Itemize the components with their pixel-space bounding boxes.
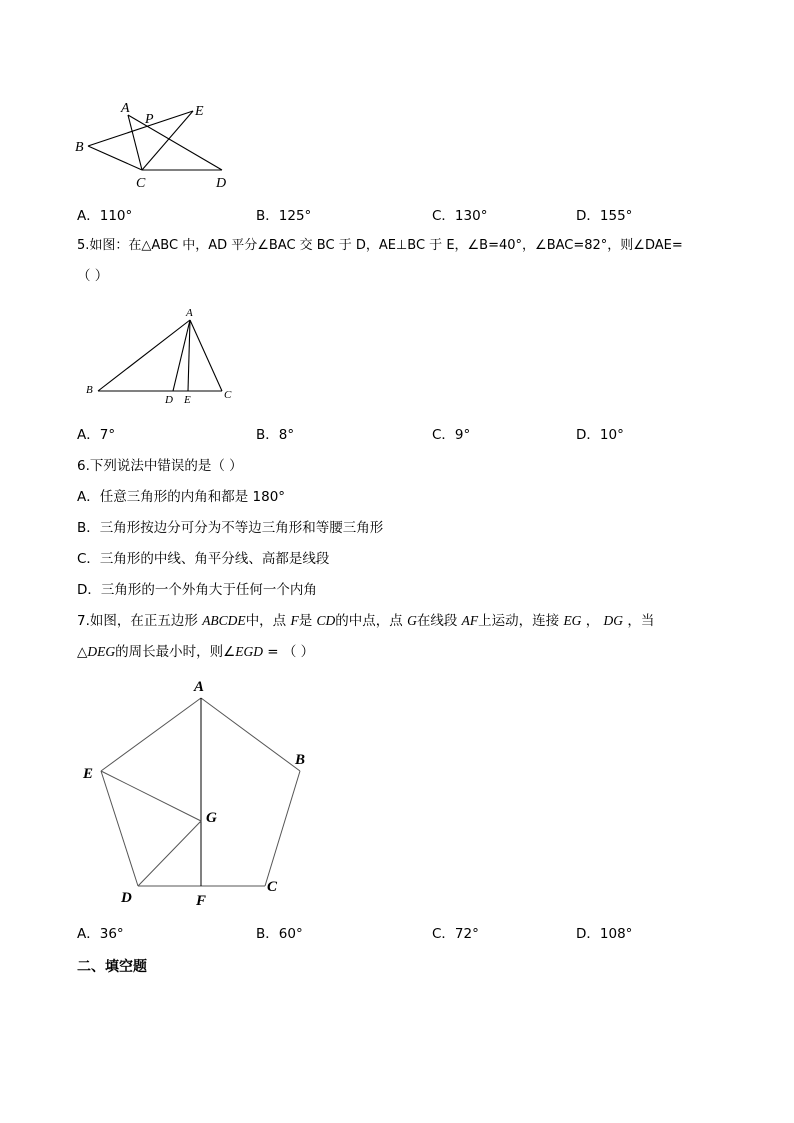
q6-choice-a: A．任意三角形的内角和都是 180° bbox=[77, 489, 286, 505]
side-ab bbox=[201, 698, 300, 771]
figure-q7 bbox=[74, 673, 324, 913]
q6-choice-d: D．三角形的一个外角大于任何一个内角 bbox=[77, 582, 317, 598]
label-d: D bbox=[165, 394, 173, 406]
q7-option-b: B．60° bbox=[256, 926, 303, 942]
label-e: E bbox=[184, 394, 191, 406]
label-b: B bbox=[86, 384, 93, 396]
segment-dg bbox=[138, 821, 201, 886]
segment-ac bbox=[190, 320, 222, 391]
q5-stem-line1: 5.如图：在△ABC 中，AD 平分∠BAC 交 BC 于 D，AE⊥BC 于 E，∠B=40°，∠BAC=82°，则∠DAE= bbox=[77, 238, 683, 253]
label-c: C bbox=[136, 176, 146, 191]
label-e: E bbox=[83, 766, 94, 782]
q4-option-a: A．110° bbox=[77, 208, 133, 224]
q7-option-a: A．36° bbox=[77, 926, 124, 942]
segment-ac bbox=[128, 115, 142, 170]
segment-ad bbox=[128, 115, 222, 170]
q5-option-b: B．8° bbox=[256, 427, 295, 443]
q7-option-c: C．72° bbox=[432, 926, 479, 942]
q6-choice-c: C．三角形的中线、角平分线、高都是线段 bbox=[77, 551, 330, 567]
figure-q4 bbox=[70, 96, 240, 196]
side-bc bbox=[265, 771, 300, 886]
label-a: A bbox=[186, 307, 193, 319]
label-b: B bbox=[295, 752, 306, 768]
label-c: C bbox=[267, 879, 278, 895]
label-e: E bbox=[195, 104, 204, 119]
q5-option-d: D．10° bbox=[576, 427, 624, 443]
section-heading-fill-in: 二、填空题 bbox=[77, 959, 147, 975]
label-d: D bbox=[121, 890, 132, 906]
q4-option-c: C．130° bbox=[432, 208, 488, 224]
q4-option-b: B．125° bbox=[256, 208, 312, 224]
side-ea bbox=[101, 698, 201, 771]
q6-stem: 6.下列说法中错误的是（ ） bbox=[77, 458, 243, 474]
figure-q5 bbox=[80, 302, 240, 407]
segment-bc bbox=[88, 146, 142, 170]
label-c: C bbox=[224, 389, 232, 401]
q4-option-d: D．155° bbox=[576, 208, 633, 224]
side-de bbox=[101, 771, 138, 886]
label-b: B bbox=[75, 140, 84, 155]
segment-eg bbox=[101, 771, 201, 821]
q7-option-d: D．108° bbox=[576, 926, 633, 942]
segment-ae bbox=[188, 320, 190, 391]
label-f: F bbox=[196, 893, 207, 909]
q7-stem-line2: △DEG的周长最小时，则∠EGD = （ ） bbox=[77, 644, 315, 660]
q5-option-a: A．7° bbox=[77, 427, 116, 443]
q6-choice-b: B．三角形按边分可分为不等边三角形和等腰三角形 bbox=[77, 520, 384, 536]
q7-stem-line1: 7.如图，在正五边形 ABCDE中，点 F是 CD的中点，点 G在线段 AF上运动，连接 EG ， DG ，当 bbox=[77, 613, 655, 629]
label-a: A bbox=[121, 101, 130, 116]
segment-ab bbox=[98, 320, 190, 391]
label-p: P bbox=[145, 112, 154, 127]
label-g: G bbox=[206, 810, 217, 826]
q5-option-c: C．9° bbox=[432, 427, 471, 443]
label-d: D bbox=[216, 176, 227, 191]
q5-stem-line2: （ ） bbox=[77, 268, 109, 284]
label-a: A bbox=[194, 679, 205, 695]
